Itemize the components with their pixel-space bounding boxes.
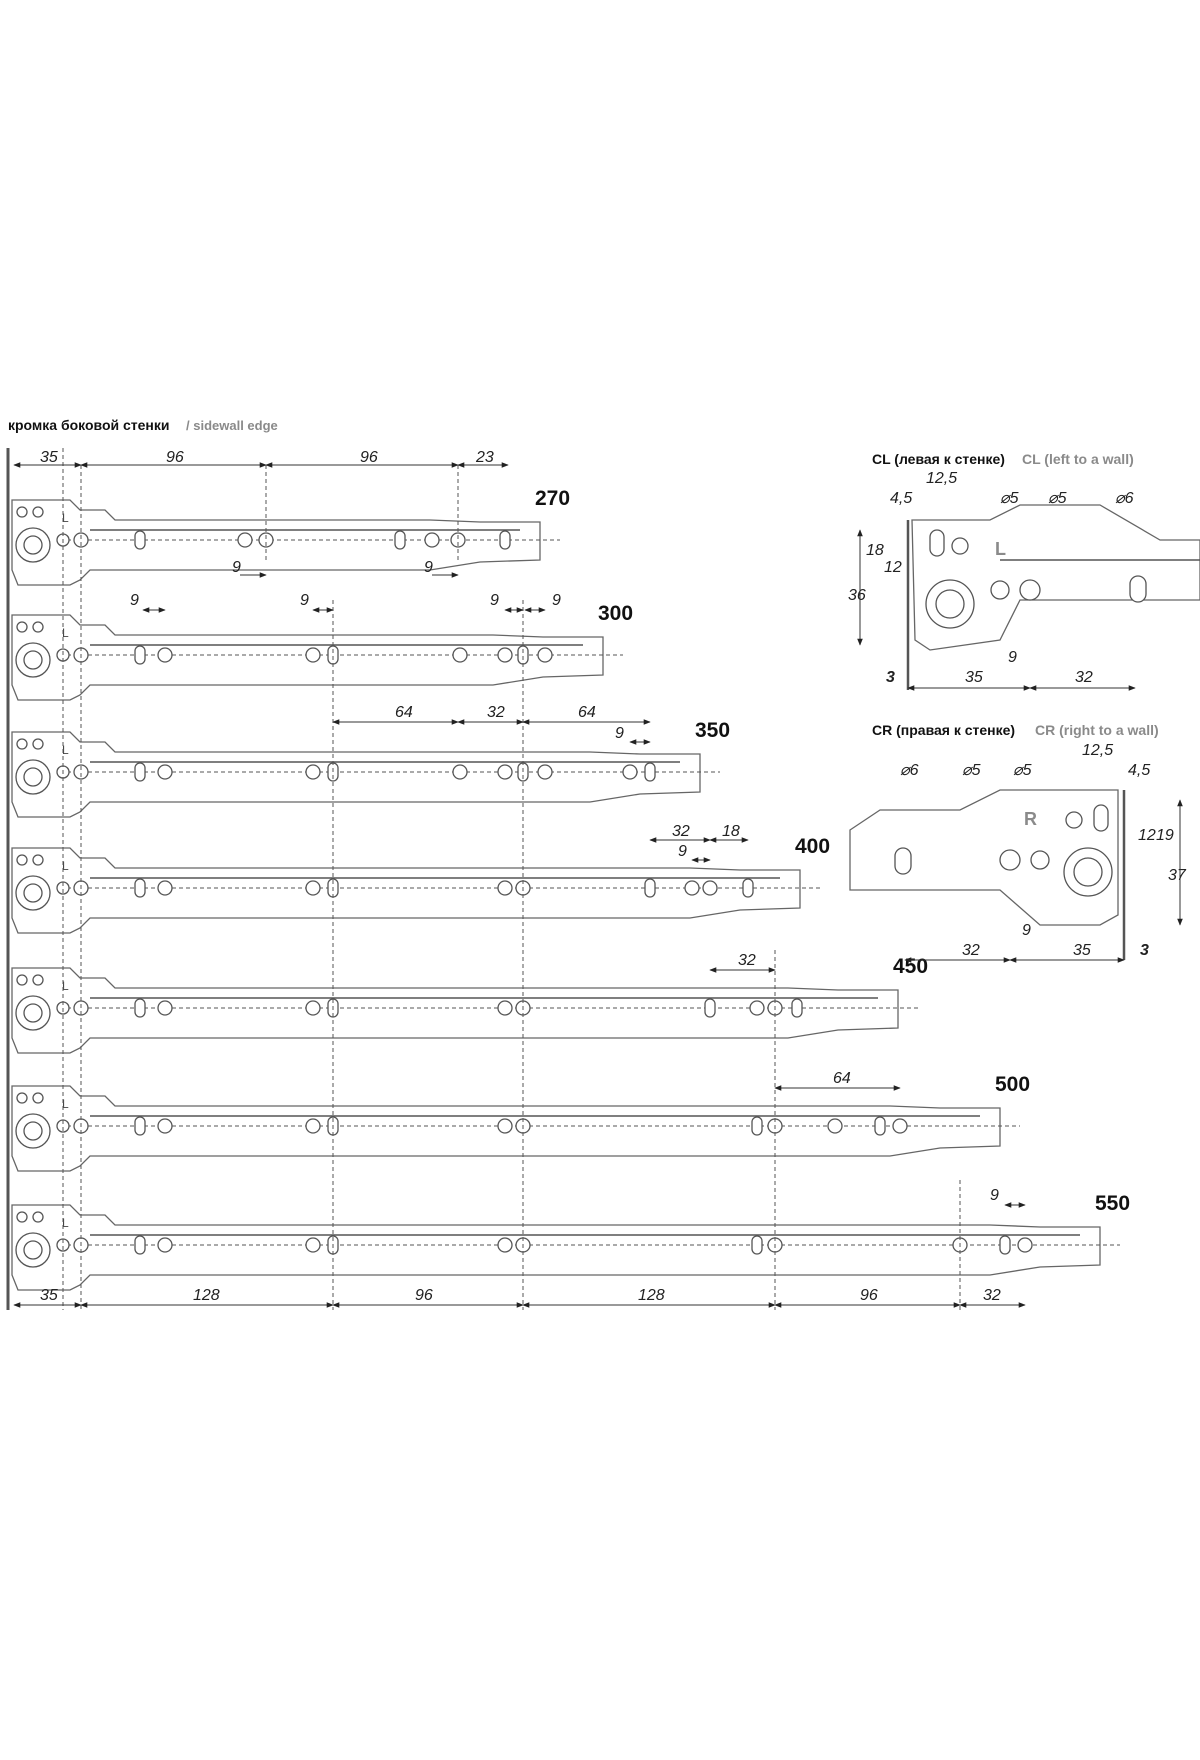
rail-500-hole-4 [498, 1119, 512, 1133]
rail-300-marker: L [62, 626, 69, 640]
rail-270-hole-4 [425, 533, 439, 547]
cr-slot-hole-2 [895, 848, 911, 874]
rail-400-top-hole-a [17, 855, 27, 865]
rail-550-outline [12, 1205, 1100, 1290]
rail-450-slot-6 [705, 999, 715, 1017]
cl-dim-18: 18 [866, 542, 884, 559]
rail-300-hole-2 [306, 648, 320, 662]
rail-550-slot-6 [752, 1236, 762, 1254]
dim-32-bottom: 32 [983, 1287, 1001, 1304]
rail-270-hole-1 [238, 533, 252, 547]
rail-550-hole-1 [158, 1238, 172, 1252]
rail-length-550: 550 [1095, 1192, 1131, 1215]
r300-dim-9c: 9 [490, 592, 499, 609]
cl-slot-hole-2 [1130, 576, 1146, 602]
dim-96b-top: 96 [360, 449, 378, 466]
cl-dim-36: 36 [848, 587, 866, 604]
cr-hole-d5 [1066, 812, 1082, 828]
rail-550-mount-inner [24, 1241, 42, 1259]
cl-dim-4-5: 4,5 [890, 490, 913, 507]
rail-length-300: 300 [598, 602, 634, 625]
rail-300-top-hole-b [33, 622, 43, 632]
rail-450-top-hole-b [33, 975, 43, 985]
rail-350-hole-4 [453, 765, 467, 779]
rail-350-top-hole-a [17, 739, 27, 749]
rail-300-hole-5 [498, 648, 512, 662]
cl-dim-3: 3 [886, 669, 895, 686]
rail-400-slot-0 [135, 879, 145, 897]
dim-35-bottom: 35 [40, 1287, 58, 1304]
cl-dim-9: 9 [1008, 649, 1017, 666]
rail-300-slot-6 [518, 646, 528, 664]
cl-dim-d5a: ⌀5 [1000, 490, 1019, 507]
cr-dim-35: 35 [1073, 942, 1091, 959]
r450-dim-32: 32 [738, 952, 756, 969]
rail-550-marker: L [62, 1216, 69, 1230]
rail-length-450: 450 [893, 955, 929, 978]
rail-350-hole-5 [498, 765, 512, 779]
cl-bracket-outline [912, 505, 1200, 650]
cl-mount-circle-inner [936, 590, 964, 618]
dim-96b-bottom: 96 [860, 1287, 878, 1304]
cr-title-en: CR (right to a wall) [1035, 722, 1159, 738]
rail-length-270: 270 [535, 487, 571, 510]
rail-300-slot-3 [328, 646, 338, 664]
rail-350-hole-2 [306, 765, 320, 779]
rail-400-mount-inner [24, 884, 42, 902]
rail-270-slot-6 [500, 531, 510, 549]
rail-270-slot-3 [395, 531, 405, 549]
rail-550-hole-2 [306, 1238, 320, 1252]
rail-550-top-hole-a [17, 1212, 27, 1222]
r350-dim-64a: 64 [395, 704, 413, 721]
cl-dim-d5b: ⌀5 [1048, 490, 1067, 507]
rail-450-mount-inner [24, 1004, 42, 1022]
cr-mount-circle-inner [1074, 858, 1102, 886]
rail-500-hole-2 [306, 1119, 320, 1133]
rail-350-hole-7 [538, 765, 552, 779]
rail-500-mount-inner [24, 1122, 42, 1140]
rail-400-hole-2 [306, 881, 320, 895]
rail-400-outline [12, 848, 800, 933]
rail-300-hole-1 [158, 648, 172, 662]
rail-500-slot-9 [875, 1117, 885, 1135]
cl-detail [848, 451, 1200, 690]
r270-dim-9a: 9 [232, 559, 241, 576]
cr-dim-d5a: ⌀5 [962, 762, 981, 779]
rail-450-top-hole-a [17, 975, 27, 985]
r500-dim-64: 64 [833, 1070, 851, 1087]
rail-500-hole-10 [893, 1119, 907, 1133]
cl-hole-d6 [1020, 580, 1040, 600]
sidewall-edge-label-en: / sidewall edge [186, 418, 278, 433]
r400-dim-18: 18 [722, 823, 740, 840]
rail-400-slot-6 [645, 879, 655, 897]
dim-96a-top: 96 [166, 449, 184, 466]
rail-500-slot-0 [135, 1117, 145, 1135]
r350-dim-9: 9 [615, 725, 624, 742]
rail-550-slot-0 [135, 1236, 145, 1254]
dim-35-top: 35 [40, 449, 58, 466]
rail-300-slot-0 [135, 646, 145, 664]
rail-550-hole-4 [498, 1238, 512, 1252]
cr-dim-4-5: 4,5 [1128, 762, 1151, 779]
cr-marker: R [1024, 809, 1037, 829]
cr-dim-3: 3 [1140, 942, 1149, 959]
rail-350-slot-9 [645, 763, 655, 781]
cr-dim-37: 37 [1168, 867, 1186, 884]
rail-400-top-hole-b [33, 855, 43, 865]
rail-350-mount-inner [24, 768, 42, 786]
r550-dim-9: 9 [990, 1187, 999, 1204]
rail-270-top-hole-b [33, 507, 43, 517]
rail-450-slot-9 [792, 999, 802, 1017]
dim-128b-bottom: 128 [638, 1287, 665, 1304]
cr-dim-32: 32 [962, 942, 980, 959]
rail-550-top-hole-b [33, 1212, 43, 1222]
rail-500-hole-8 [828, 1119, 842, 1133]
cr-detail [850, 722, 1187, 960]
cl-marker: L [995, 539, 1006, 559]
rail-450-hole-7 [750, 1001, 764, 1015]
cr-hole-d5b [1031, 851, 1049, 869]
rail-500-top-hole-b [33, 1093, 43, 1103]
rail-550-hole-10 [1018, 1238, 1032, 1252]
cr-dim-d6: ⌀6 [900, 762, 919, 779]
r400-dim-32: 32 [672, 823, 690, 840]
rail-400-slot-9 [743, 879, 753, 897]
rail-400-marker: L [62, 859, 69, 873]
cl-hole-d5 [952, 538, 968, 554]
r400-dim-9: 9 [678, 843, 687, 860]
cl-title-en: CL (left to a wall) [1022, 451, 1134, 467]
rail-500-hole-1 [158, 1119, 172, 1133]
cl-dim-12-5: 12,5 [926, 470, 958, 487]
r300-dim-9a: 9 [130, 592, 139, 609]
dim-96a-bottom: 96 [415, 1287, 433, 1304]
cr-dim-19: 19 [1156, 827, 1174, 844]
rail-450-hole-4 [498, 1001, 512, 1015]
rail-270-mount-inner [24, 536, 42, 554]
rail-550-slot-9 [1000, 1236, 1010, 1254]
rail-300-hole-4 [453, 648, 467, 662]
rail-450-marker: L [62, 979, 69, 993]
cl-dim-32: 32 [1075, 669, 1093, 686]
rail-length-500: 500 [995, 1073, 1031, 1096]
r300-dim-9d: 9 [552, 592, 561, 609]
rail-400-hole-8 [703, 881, 717, 895]
rail-300-hole-7 [538, 648, 552, 662]
cl-dim-d6: ⌀6 [1115, 490, 1134, 507]
cr-dim-12-5: 12,5 [1082, 742, 1114, 759]
cr-title-ru: CR (правая к стенке) [872, 722, 1016, 738]
r300-dim-9b: 9 [300, 592, 309, 609]
cl-hole-d5b [991, 581, 1009, 599]
r270-dim-9b: 9 [424, 559, 433, 576]
cr-slot-hole-1 [1094, 805, 1108, 831]
cr-dim-9: 9 [1022, 922, 1031, 939]
r350-dim-32: 32 [487, 704, 505, 721]
rail-500-top-hole-a [17, 1093, 27, 1103]
cr-dim-d5b: ⌀5 [1013, 762, 1032, 779]
rail-500-slot-6 [752, 1117, 762, 1135]
cl-slot-hole-1 [930, 530, 944, 556]
rail-270-marker: L [62, 511, 69, 525]
r350-dim-64b: 64 [578, 704, 596, 721]
rail-300-mount-inner [24, 651, 42, 669]
dim-128a-bottom: 128 [193, 1287, 220, 1304]
rail-length-400: 400 [795, 835, 831, 858]
cr-dim-12: 12 [1138, 827, 1156, 844]
rail-350-marker: L [62, 743, 69, 757]
rail-400-hole-4 [498, 881, 512, 895]
rail-270-slot-0 [135, 531, 145, 549]
cl-title-ru: CL (левая к стенке) [872, 451, 1005, 467]
rail-350-slot-0 [135, 763, 145, 781]
rail-300-top-hole-a [17, 622, 27, 632]
rail-450-slot-0 [135, 999, 145, 1017]
rail-350-outline [12, 732, 700, 817]
rail-450-hole-1 [158, 1001, 172, 1015]
rail-350-top-hole-b [33, 739, 43, 749]
rail-350-hole-8 [623, 765, 637, 779]
cl-dim-35: 35 [965, 669, 983, 686]
cl-dim-12: 12 [884, 559, 902, 576]
rail-450-hole-2 [306, 1001, 320, 1015]
rail-350-hole-1 [158, 765, 172, 779]
sidewall-edge-label: кромка боковой стенки [8, 417, 170, 433]
rail-400-hole-1 [158, 881, 172, 895]
cr-hole-d6 [1000, 850, 1020, 870]
dim-23-top: 23 [476, 449, 494, 466]
rail-400-hole-7 [685, 881, 699, 895]
rail-length-350: 350 [695, 719, 731, 742]
rail-270-top-hole-a [17, 507, 27, 517]
rail-500-marker: L [62, 1097, 69, 1111]
